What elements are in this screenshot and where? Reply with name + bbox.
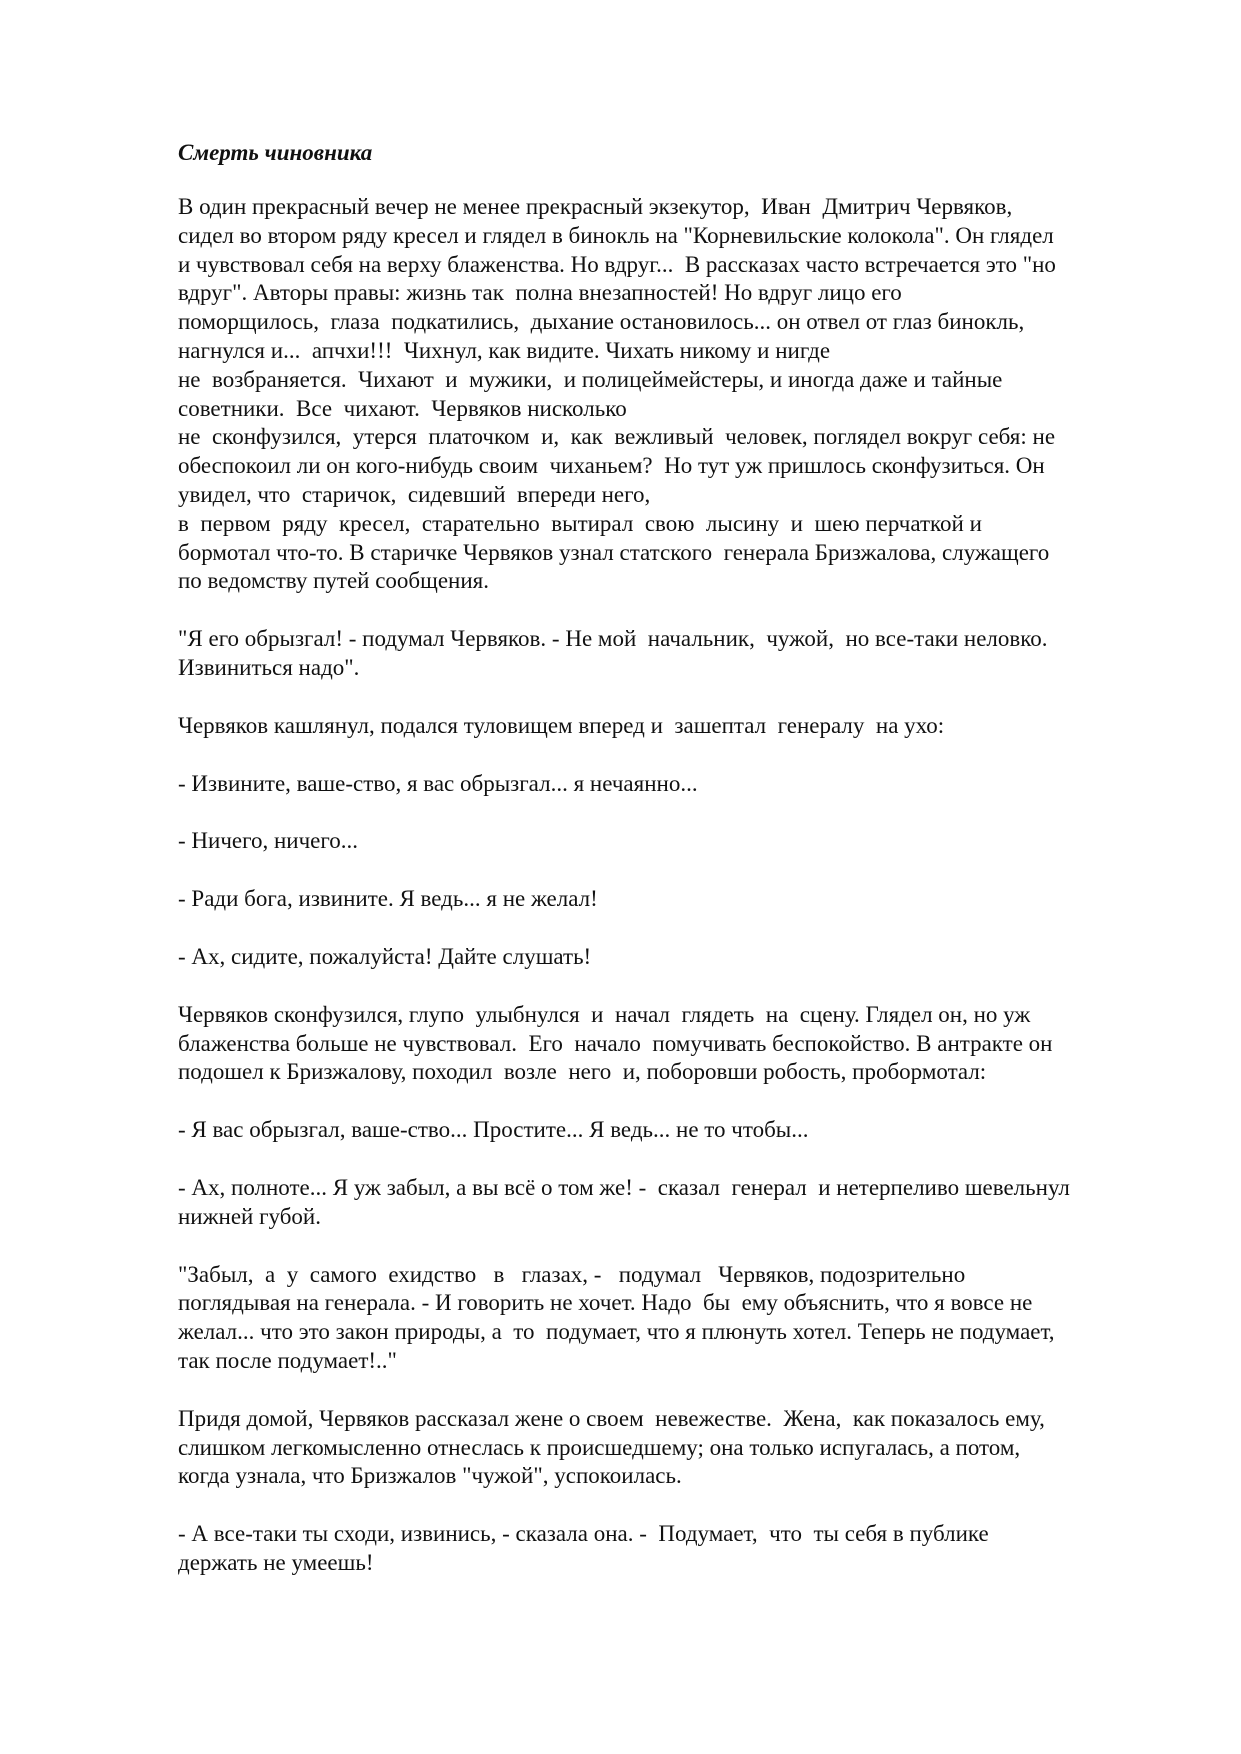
paragraph bbox=[178, 1261, 1188, 1376]
text-line: нижней губой. bbox=[178, 1203, 321, 1229]
text-line: поморщилось, глаза подкатились, дыхание остановилось... он отвел от глаз бинокль, bbox=[178, 309, 1025, 335]
text-line: "Я его обрызгал! - подумал Червяков. - Не мой начальник, чужой, но все-таки неловко. bbox=[178, 626, 1048, 652]
text-line: - Извините, ваше-ство, я вас обрызгал... я нечаянно... bbox=[178, 770, 698, 796]
text-line: держать не умеешь! bbox=[178, 1549, 374, 1575]
paragraph bbox=[178, 1116, 1188, 1145]
text-line: блаженства больше не чувствовал. Его начало помучивать беспокойство. В антракте он bbox=[178, 1030, 1053, 1056]
text-line: так после подумает!.." bbox=[178, 1347, 397, 1373]
paragraph bbox=[178, 1174, 1188, 1232]
paragraph bbox=[178, 770, 1188, 799]
paragraph bbox=[178, 885, 1188, 914]
text-line: советники. Все чихают. Червяков нисколько bbox=[178, 395, 627, 421]
text-line: нагнулся и... апчхи!!! Чихнул, как видите. Чихать никому и нигде bbox=[178, 337, 831, 363]
text-line: вдруг". Авторы правы: жизнь так полна внезапностей! Но вдруг лицо его bbox=[178, 280, 902, 306]
paragraph bbox=[178, 193, 1188, 596]
text-line: в первом ряду кресел, старательно вытирал свою лысину и шею перчаткой и bbox=[178, 510, 982, 536]
text-line: - Я вас обрызгал, ваше-ство... Простите... Я ведь... не то чтобы... bbox=[178, 1117, 809, 1143]
text-line: Червяков сконфузился, глупо улыбнулся и начал глядеть на сцену. Глядел он, но уж bbox=[178, 1001, 1031, 1027]
paragraph bbox=[178, 1405, 1188, 1491]
text-line: бормотал что-то. В старичке Червяков узнал статского генерала Бризжалова, служащего bbox=[178, 539, 1050, 565]
document-title: Смерть чиновника bbox=[178, 140, 373, 165]
text-line: когда узнала, что Бризжалов "чужой", успокоилась. bbox=[178, 1463, 682, 1489]
paragraph bbox=[178, 1001, 1188, 1087]
text-line: - Ничего, ничего... bbox=[178, 828, 358, 854]
paragraph bbox=[178, 712, 1188, 741]
text-line: подошел к Бризжалову, походил возле него и, поборовши робость, пробормотал: bbox=[178, 1059, 987, 1085]
text-line: желал... что это закон природы, а то подумает, что я плюнуть хотел. Теперь не подумает, bbox=[178, 1319, 1055, 1345]
text-line: по ведомству путей сообщения. bbox=[178, 568, 489, 594]
document-body bbox=[178, 138, 1188, 1607]
text-line: сидел во втором ряду кресел и глядел в бинокль на "Корневильские колокола". Он глядел bbox=[178, 222, 1054, 248]
paragraph bbox=[178, 943, 1188, 972]
text-line: поглядывая на генерала. - И говорить не хочет. Надо бы ему объяснить, что я вовсе не bbox=[178, 1290, 1033, 1316]
text-line: и чувствовал себя на верху блаженства. Но вдруг... В рассказах часто встречается это "но bbox=[178, 251, 1056, 277]
text-line: "Забыл, а у самого ехидство в глазах, - подумал Червяков, подозрительно bbox=[178, 1261, 966, 1287]
text-line: не сконфузился, утерся платочком и, как вежливый человек, поглядел вокруг себя: не bbox=[178, 424, 1056, 450]
text-line: - А все-таки ты сходи, извинись, - сказала она. - Подумает, что ты себя в публике bbox=[178, 1521, 989, 1547]
text-line: слишком легкомысленно отнеслась к происшедшему; она только испугалась, а потом, bbox=[178, 1434, 1021, 1460]
paragraph bbox=[178, 1520, 1188, 1578]
text-line: - Ах, полноте... Я уж забыл, а вы всё о том же! - сказал генерал и нетерпеливо шевельнул bbox=[178, 1174, 1070, 1200]
text-line: не возбраняется. Чихают и мужики, и полицеймейстеры, и иногда даже и тайные bbox=[178, 366, 1003, 392]
paragraph bbox=[178, 827, 1188, 856]
text-line: Извиниться надо". bbox=[178, 654, 360, 680]
text-line: Придя домой, Червяков рассказал жене о своем невежестве. Жена, как показалось ему, bbox=[178, 1405, 1045, 1431]
text-line: обеспокоил ли он кого-нибудь своим чиханьем? Но тут уж пришлось сконфузиться. Он bbox=[178, 453, 1045, 479]
text-line: - Ах, сидите, пожалуйста! Дайте слушать! bbox=[178, 943, 592, 969]
text-line: увидел, что старичок, сидевший впереди него, bbox=[178, 481, 651, 507]
text-line: Червяков кашлянул, подался туловищем вперед и зашептал генералу на ухо: bbox=[178, 712, 945, 738]
text-line: В один прекрасный вечер не менее прекрасный экзекутор, Иван Дмитрич Червяков, bbox=[178, 194, 1013, 219]
paragraph bbox=[178, 625, 1188, 683]
text-line: - Ради бога, извините. Я ведь... я не желал! bbox=[178, 886, 598, 912]
